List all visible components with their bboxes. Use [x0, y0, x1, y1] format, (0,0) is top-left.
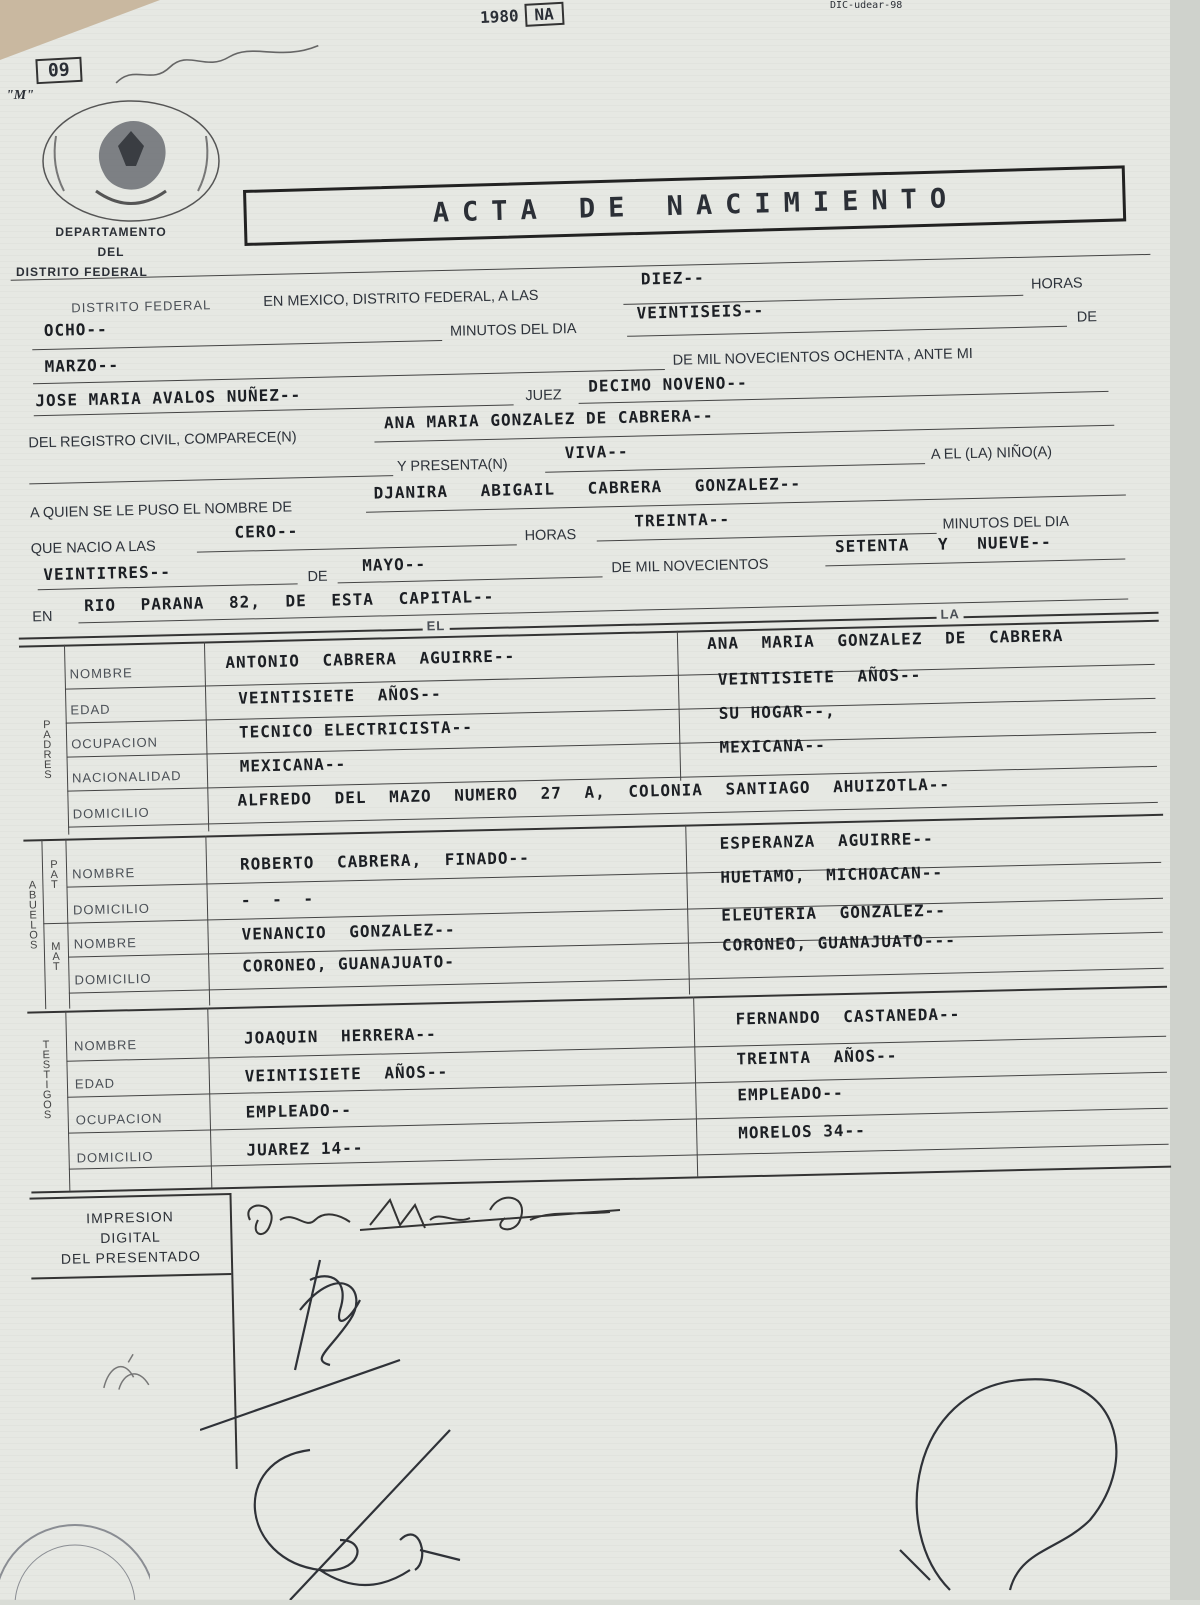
abuelo-mat-el-nombre: VENANCIO GONZALEZ-- — [241, 919, 456, 944]
testigo-domicilio-label: DOMICILIO — [76, 1148, 154, 1166]
padre-nombre: ANTONIO CABRERA AGUIRRE-- — [225, 646, 516, 672]
form-code: DIC-udear-98 — [830, 0, 903, 11]
testigo1-ocupacion: EMPLEADO-- — [245, 1100, 353, 1122]
hours-value: DIEZ-- — [640, 268, 705, 289]
en-label: EN — [32, 608, 53, 626]
testigo1-domicilio: JUAREZ 14-- — [246, 1137, 364, 1160]
padres-domicilio-label: DOMICILIO — [72, 804, 150, 822]
abuelos-section-label: ABUELOS — [26, 879, 40, 950]
column-la: LA — [936, 606, 964, 622]
column-el: EL — [422, 618, 449, 634]
day-value: VEINTISEIS-- — [636, 300, 765, 323]
presenta-value: VIVA-- — [564, 441, 629, 463]
abuelo-pat-nombre-label: NOMBRE — [72, 865, 136, 882]
abuelo-pat-el-nombre: ROBERTO CABRERA, FINADO-- — [239, 848, 530, 874]
testigo1-edad: VEINTISIETE AÑOS-- — [244, 1062, 449, 1086]
testigo-ocupacion-label: OCUPACION — [75, 1110, 163, 1128]
born-hours: CERO-- — [234, 521, 299, 542]
testigo-nombre-label: NOMBRE — [73, 1037, 138, 1054]
abuelo-pat-la-nombre: ESPERANZA AGUIRRE-- — [719, 828, 934, 853]
coat-of-arms-seal — [36, 96, 226, 231]
testigos-section-label: TESTIGOS — [39, 1039, 54, 1120]
padres-nombre-label: NOMBRE — [69, 665, 133, 682]
padres-domicilio: ALFREDO DEL MAZO NUMERO 27 A, COLONIA SANTIAGO AHUIZOTLA-- — [237, 774, 951, 810]
testigo1-nombre: JOAQUIN HERRERA-- — [243, 1024, 437, 1048]
padres-section-label: PADRES — [40, 718, 55, 780]
year-label: DE MIL NOVECIENTOS OCHENTA , ANTE MI — [672, 345, 974, 369]
padres-nacionalidad-label: NACIONALIDAD — [71, 768, 182, 786]
fingerprint-mark — [93, 1347, 164, 1399]
testigo2-edad: TREINTA AÑOS-- — [736, 1045, 898, 1069]
born-place: RIO PARANA 82, DE ESTA CAPITAL-- — [83, 586, 495, 616]
abuelo-pat-la-domicilio: HUETAMO, MICHOACAN-- — [720, 862, 944, 887]
madre-ocupacion: SU HOGAR--, — [718, 701, 836, 723]
testigo2-ocupacion: EMPLEADO-- — [737, 1083, 844, 1105]
child-name: DJANIRA ABIGAIL CABRERA GONZALEZ-- — [373, 473, 802, 503]
born-hours-label: HORAS — [524, 527, 577, 545]
compareciente-value: ANA MARIA GONZALEZ DE CABRERA-- — [383, 405, 714, 433]
padres-edad-label: EDAD — [70, 701, 111, 718]
born-year-label: DE MIL NOVECIENTOS — [611, 556, 769, 577]
testigo2-domicilio: MORELOS 34-- — [738, 1120, 866, 1143]
handwritten-note — [109, 39, 331, 96]
de-label: DE — [1076, 309, 1098, 326]
hours-label: HORAS — [1030, 275, 1083, 293]
na-label: NA — [524, 2, 564, 27]
minutes-value: OCHO-- — [43, 319, 108, 341]
abuelo-pat-domicilio-label: DOMICILIO — [72, 900, 151, 918]
born-minutes-label: MINUTOS DEL DIA — [942, 513, 1070, 533]
year-stamp — [480, 4, 565, 27]
judge-number: DECIMO NOVENO-- — [588, 373, 748, 396]
testigo2-nombre: FERNANDO CASTANEDA-- — [735, 1004, 961, 1029]
padre-nacionalidad: MEXICANA-- — [239, 754, 347, 776]
m-mark: "M" — [6, 88, 34, 103]
judge-name: JOSE MARIA AVALOS NUÑEZ-- — [35, 385, 302, 411]
madre-nacionalidad: MEXICANA-- — [719, 735, 826, 757]
folder-tab — [0, 0, 160, 60]
child-label: A EL (LA) NIÑO(A) — [930, 444, 1053, 463]
padre-edad: VEINTISIETE AÑOS-- — [238, 684, 442, 708]
born-month: MAYO-- — [362, 554, 427, 575]
place-label: EN MEXICO, DISTRITO FEDERAL, A LAS — [263, 287, 539, 311]
born-minutes: TREINTA-- — [634, 509, 731, 531]
mat-label: MAT — [49, 940, 63, 972]
judge-label: JUEZ — [525, 387, 562, 405]
born-label: QUE NACIO A LAS — [30, 538, 156, 558]
presenta-label: Y PRESENTA(N) — [396, 456, 508, 476]
impresion-label: IMPRESION DIGITAL DEL PRESENTADO — [60, 1208, 202, 1267]
district-label: DISTRITO FEDERAL — [71, 297, 212, 316]
abuelo-mat-nombre-label: NOMBRE — [73, 935, 137, 952]
padres-ocupacion-label: OCUPACION — [71, 734, 159, 752]
official-stamp — [0, 1510, 150, 1600]
page-title: ACTA DE NACIMIENTO — [432, 183, 960, 229]
madre-nombre: ANA MARIA GONZALEZ DE CABRERA — [706, 625, 1064, 654]
abuelo-pat-el-domicilio: - - - — [240, 889, 315, 910]
born-de-label: DE — [307, 568, 328, 586]
born-year: SETENTA Y NUEVE-- — [834, 532, 1052, 557]
witness-signature — [230, 1420, 490, 1600]
department-heading: DEPARTAMENTO DEL DISTRITO FEDERAL — [16, 225, 167, 279]
official-signature — [890, 1350, 1150, 1600]
testigo-edad-label: EDAD — [74, 1075, 116, 1092]
abuelo-mat-la-domicilio: CORONEO, GUANAJUATO--- — [721, 930, 957, 955]
pat-label: PAT — [47, 858, 61, 890]
registry-number: 09 — [35, 57, 82, 84]
abuelo-mat-domicilio-label: DOMICILIO — [74, 970, 152, 988]
registry-label: DEL REGISTRO CIVIL, COMPARECE(N) — [28, 429, 297, 452]
abuelo-mat-el-domicilio: CORONEO, GUANAJUATO- — [242, 951, 456, 976]
month-value: MARZO-- — [44, 355, 120, 377]
minutes-label: MINUTOS DEL DIA — [449, 320, 577, 340]
madre-edad: VEINTISIETE AÑOS-- — [717, 665, 922, 689]
abuelo-mat-la-nombre: ELEUTERIA GONZALEZ-- — [721, 900, 947, 925]
padre-ocupacion: TECNICO ELECTRICISTA-- — [238, 717, 474, 742]
name-label: A QUIEN SE LE PUSO EL NOMBRE DE — [29, 499, 293, 522]
born-day: VEINTITRES-- — [43, 562, 172, 585]
year-value: 1980 — [479, 6, 520, 28]
